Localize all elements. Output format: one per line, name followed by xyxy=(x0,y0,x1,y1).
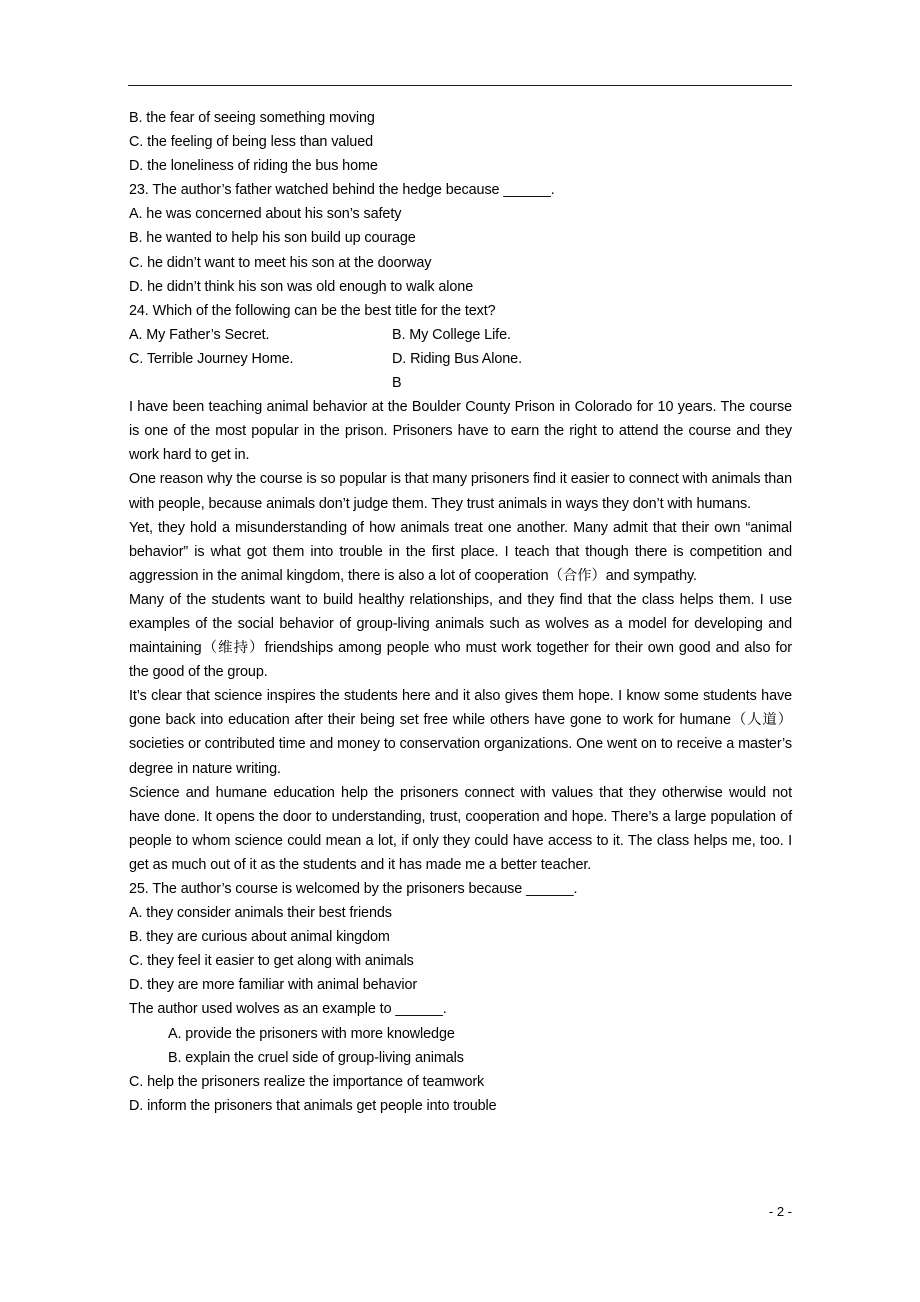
question25-option-d: D. they are more familiar with animal behavior xyxy=(129,977,418,994)
question24-option-b: B. My College Life. xyxy=(392,326,511,343)
question26-option-b: B. explain the cruel side of group-living animals xyxy=(168,1049,464,1066)
question25-stem: 25. The author’s course is welcomed by the prisoners because ______. xyxy=(129,881,578,897)
page-content xyxy=(129,106,792,1118)
question22-option-d: D. the loneliness of riding the bus home xyxy=(129,158,378,175)
question24-stem: 24. Which of the following can be the best title for the text? xyxy=(129,302,496,319)
header-rule-divider xyxy=(128,85,792,86)
question24-option-d: D. Riding Bus Alone. xyxy=(392,350,522,367)
question26-stem: The author used wolves as an example to ______. xyxy=(129,1001,447,1018)
question24-option-c: C. Terrible Journey Home. xyxy=(129,350,294,367)
question25-option-a: A. they consider animals their best friends xyxy=(129,905,392,922)
question24-option-a: A. My Father’s Secret. xyxy=(129,326,270,343)
question22-option-b: B. the fear of seeing something moving xyxy=(129,110,375,126)
question26-option-d: D. inform the prisoners that animals get people into trouble xyxy=(129,1097,497,1114)
page-number: - 2 - xyxy=(768,1204,792,1219)
passage-b-paragraph-5: It’s clear that science inspires the students here and it also gives them hope. I know some students have gone back into education after their being set free while others have gone to work for humane（人道）societies or contributed time and money to conservation organizations. One went on to receive a master’s degree in nature writing. xyxy=(129,688,792,777)
question24-options-row-2 xyxy=(129,347,792,371)
passage-b-paragraph-6: Science and humane education help the prisoners connect with values that they otherwise would not have done. It opens the door to understanding, trust, cooperation and hope. There’s a large population of people to whom science could mean a lot, if only they could have access to it. The class helps me, too. I get as much out of it as the students and it has made me a better teacher. xyxy=(129,784,792,873)
passage-b-section-label: B xyxy=(392,375,402,392)
question23-option-b: B. he wanted to help his son build up courage xyxy=(129,230,416,247)
question23-stem: 23. The author’s father watched behind the hedge because ______. xyxy=(129,182,555,199)
question22-option-c: C. the feeling of being less than valued xyxy=(129,134,374,151)
passage-b-paragraph-1: I have been teaching animal behavior at the Boulder County Prison in Colorado for 10 years. The course is one of the most popular in the prison. Prisoners have to earn the right to attend the course and they work hard to get in. xyxy=(129,399,792,464)
question26-option-c: C. help the prisoners realize the importance of teamwork xyxy=(129,1073,485,1090)
question23-option-d: D. he didn’t think his son was old enough to walk alone xyxy=(129,278,474,295)
question25-option-b: B. they are curious about animal kingdom xyxy=(129,929,390,946)
passage-b-paragraph-3: Yet, they hold a misunderstanding of how animals treat one another. Many admit that their own “animal behavior” is what got them into trouble in the first place. I teach that though there is competition and aggression in the animal kingdom, there is also a lot of cooperation（合作）and sympathy. xyxy=(129,519,792,584)
question23-option-c: C. he didn’t want to meet his son at the doorway xyxy=(129,254,432,271)
question26-option-a: A. provide the prisoners with more knowledge xyxy=(168,1025,455,1042)
passage-b-paragraph-2: One reason why the course is so popular is that many prisoners find it easier to connect with animals than with people, because animals don’t judge them. They trust animals in ways they don’t with humans. xyxy=(129,471,792,512)
question25-option-c: C. they feel it easier to get along with animals xyxy=(129,953,414,970)
question23-option-a: A. he was concerned about his son’s safety xyxy=(129,206,402,223)
question24-options-row-1 xyxy=(129,323,792,347)
passage-b-paragraph-4: Many of the students want to build healthy relationships, and they find that the class helps them. I use examples of the social behavior of group-living animals such as wolves as a model for developing and maintaining（维持）friendships among people who must work together for their own good and also for the good of the group. xyxy=(129,591,792,681)
